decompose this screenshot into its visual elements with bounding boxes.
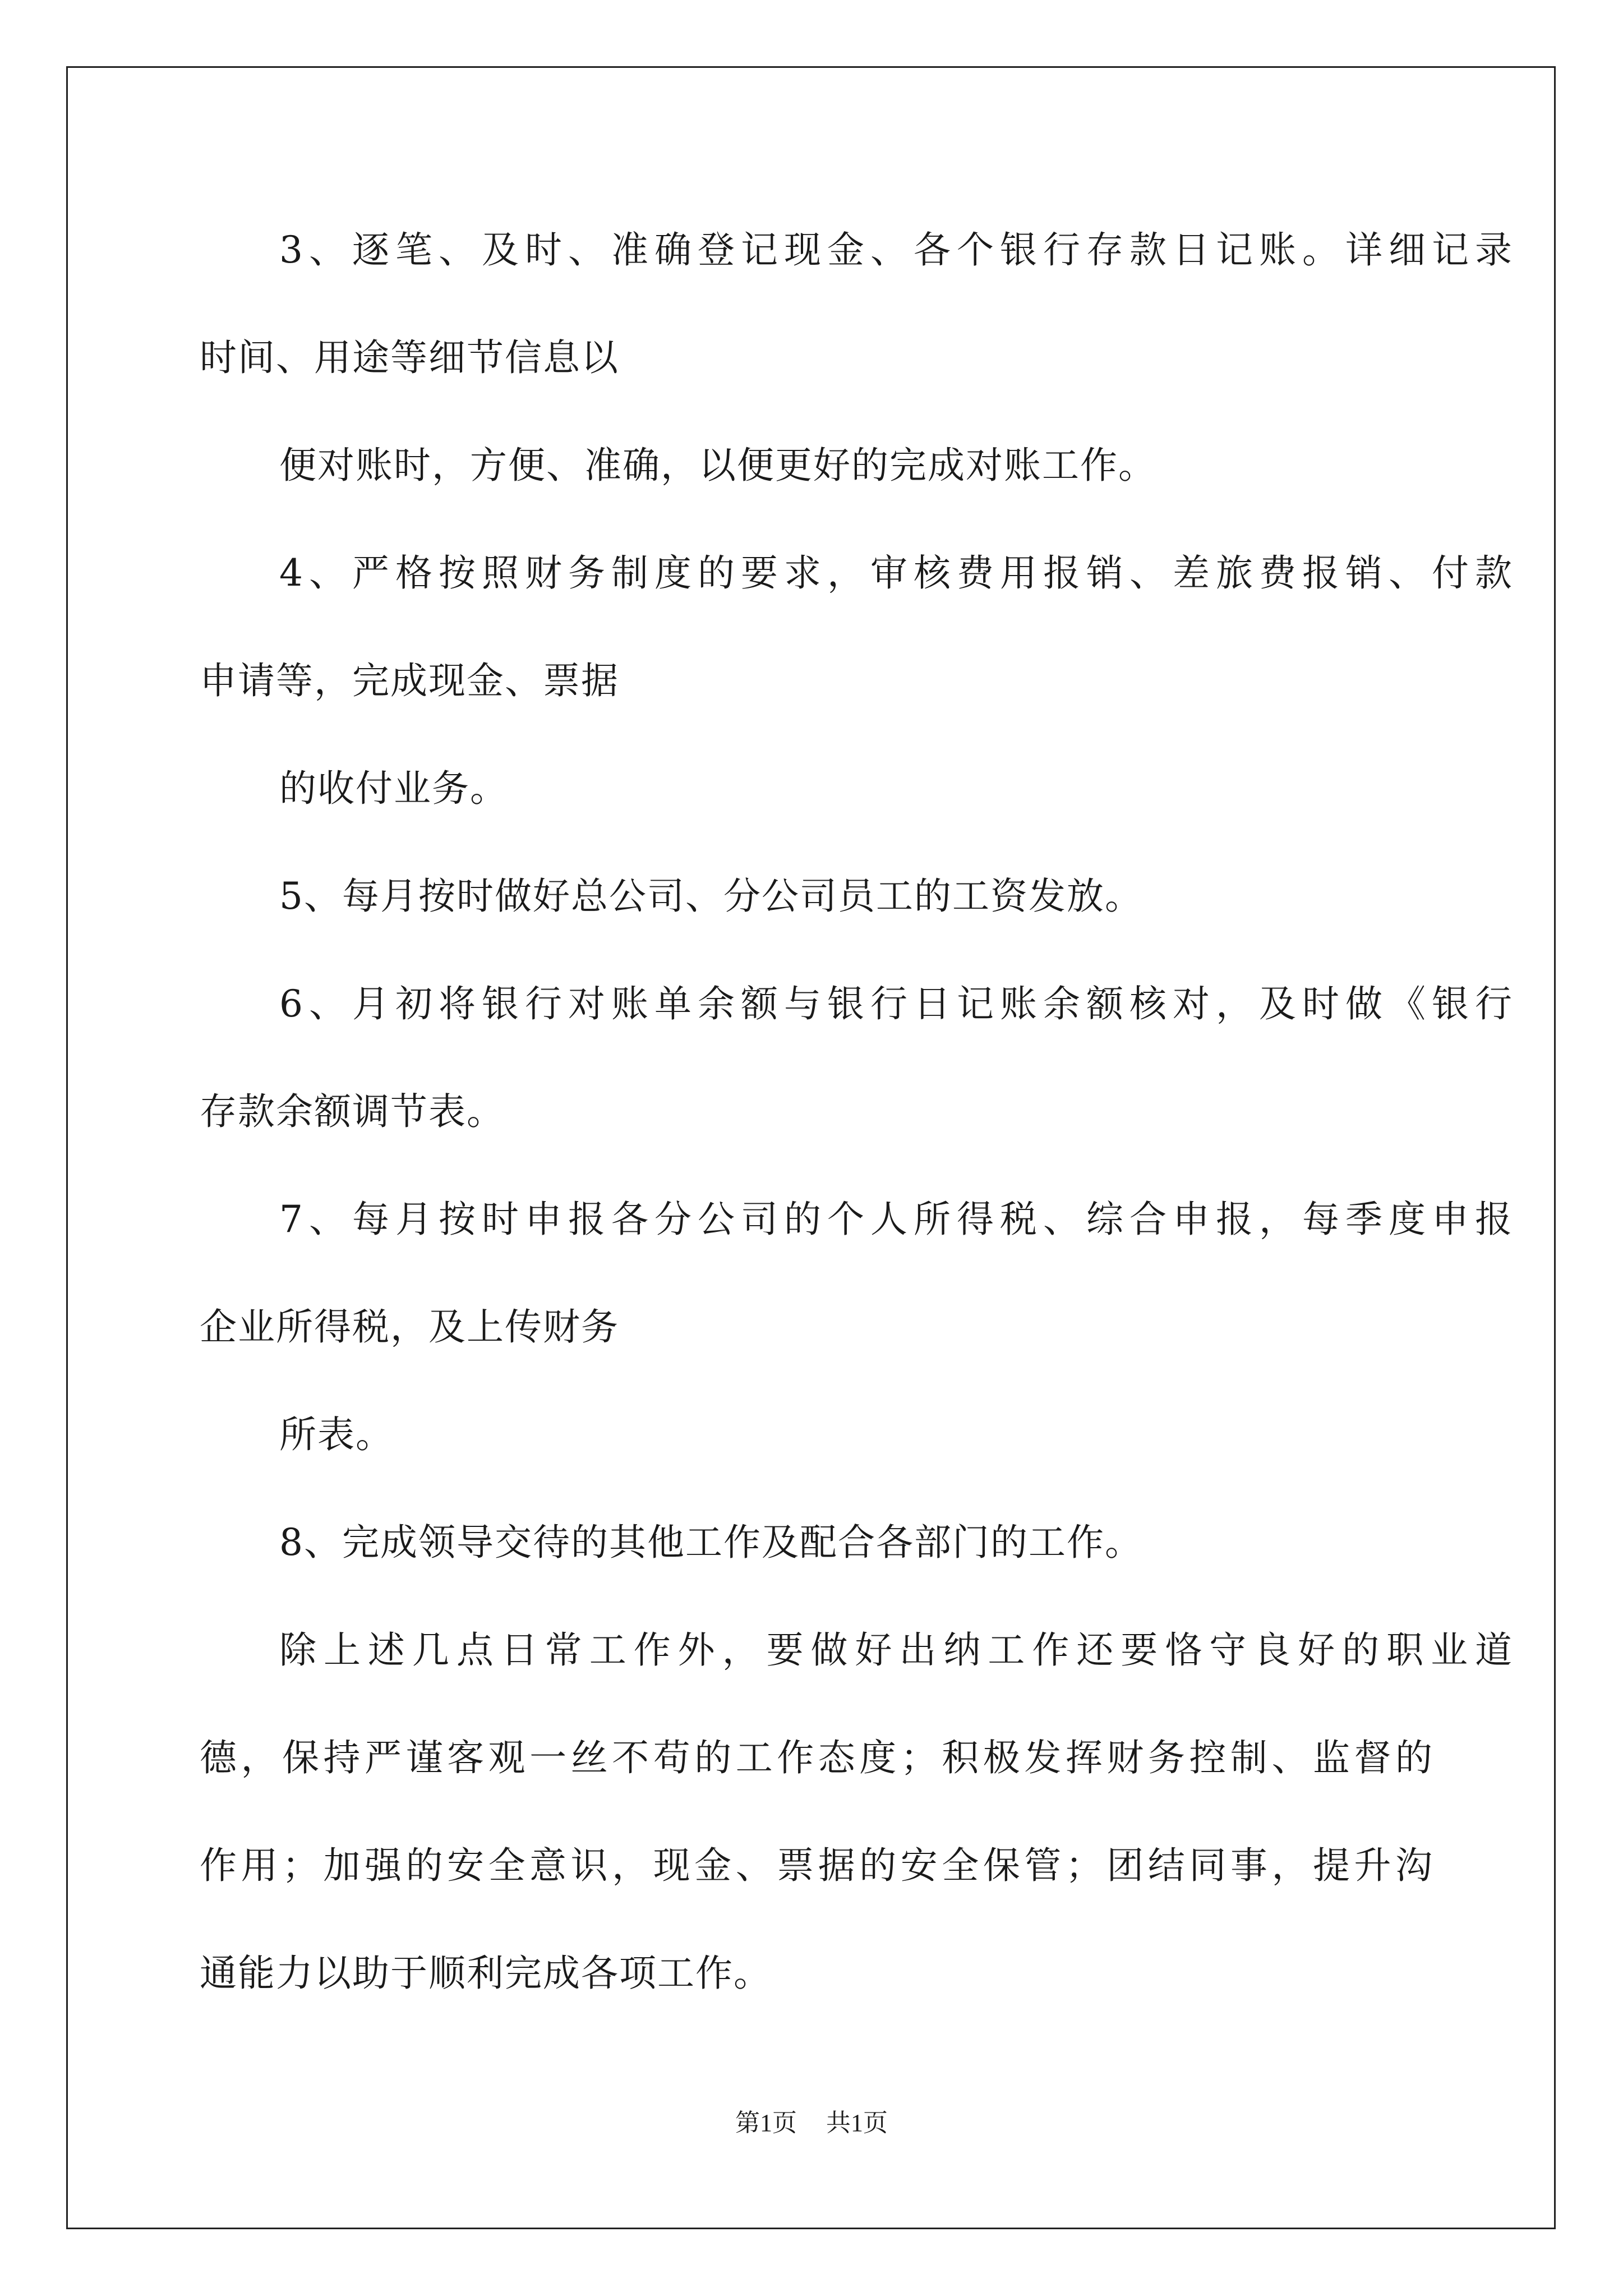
- text-line: 7、每月按时申报各分公司的个人所得税、综合申报，每季度申报: [279, 1198, 1513, 1241]
- text-line: 3、逐笔、及时、准确登记现金、各个银行存款日记账。详细记录: [279, 228, 1513, 272]
- text-line: 5、每月按时做好总公司、分公司员工的工资发放。: [279, 875, 1143, 918]
- page-total: 共1页: [826, 2109, 888, 2137]
- text-line: 8、完成领导交待的其他工作及配合各部门的工作。: [279, 1521, 1143, 1564]
- page-footer: [0, 2108, 1623, 2138]
- text-line: 存款余额调节表。: [200, 1090, 505, 1133]
- text-line: 6、月初将银行对账单余额与银行日记账余额核对，及时做《银行: [279, 982, 1513, 1025]
- text-line: 所表。: [279, 1413, 394, 1456]
- text-line: 的收付业务。: [279, 767, 508, 810]
- text-line: 申请等，完成现金、票据: [200, 659, 619, 702]
- text-line: 时间、用途等细节信息以: [200, 336, 619, 379]
- page-border: [66, 66, 1556, 2229]
- text-line: 通能力以助于顺利完成各项工作。: [200, 1952, 772, 1995]
- text-line: 作用；加强的安全意识，现金、票据的安全保管；团结同事，提升沟: [200, 1844, 1433, 1887]
- text-line: 4、严格按照财务制度的要求，审核费用报销、差旅费报销、付款: [279, 551, 1513, 595]
- page-number: 第1页: [735, 2109, 797, 2137]
- text-line: 便对账时，方便、准确，以便更好的完成对账工作。: [279, 444, 1156, 487]
- text-line: 企业所得税，及上传财务: [200, 1305, 619, 1349]
- text-line: 除上述几点日常工作外，要做好出纳工作还要恪守良好的职业道: [279, 1628, 1513, 1672]
- text-line: 德，保持严谨客观一丝不苟的工作态度；积极发挥财务控制、监督的: [200, 1736, 1433, 1779]
